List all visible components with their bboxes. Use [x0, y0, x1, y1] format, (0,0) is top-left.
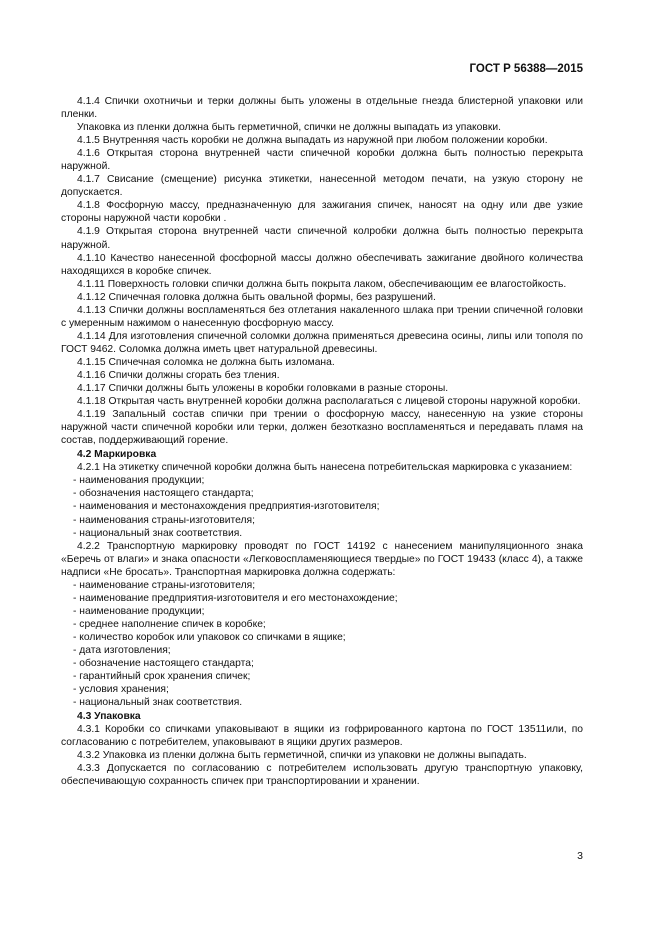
paragraph: 4.1.6 Открытая сторона внутренней части спичечной коробки должна быть полностью перекрыта наружной. — [61, 148, 583, 173]
paragraph: 4.1.5 Внутренняя часть коробки не должна выпадать из наружной при любом положении коробки. — [77, 135, 548, 147]
paragraph: 4.3.1 Коробки со спичками упаковывают в ящики из гофрированного картона по ГОСТ 13511или, по согласованию с потребителем, упаковывают в ящики других размеров. — [61, 724, 583, 749]
list-item: - наименование предприятия-изготовителя и его местонахождение; — [73, 592, 398, 604]
list-item: - гарантийный срок хранения спичек; — [73, 671, 251, 683]
paragraph: 4.1.18 Открытая часть внутренней коробки должна располагаться с лицевой стороны наружной коробки. — [77, 396, 581, 408]
list-item: - наименования и местонахождения предприятия-изготовителя; — [73, 501, 380, 513]
document-body — [61, 95, 583, 788]
list-item: - дата изготовления; — [73, 644, 171, 656]
paragraph: 4.1.13 Спички должны воспламеняться без отлетания накаленного шлака при трении спичечной головки с умеренным нажимом о нанесенную фосфорную массу. — [61, 304, 583, 329]
paragraph: 4.1.15 Спичечная соломка не должна быть изломана. — [77, 356, 335, 368]
paragraph: 4.1.4 Спички охотничьи и терки должны быть уложены в отдельные гнезда блистерной упаковки или пленки. — [61, 96, 583, 121]
paragraph: 4.1.14 Для изготовления спичечной соломки должна применяться древесина осины, липы или тополя по ГОСТ 9462. Соломка должна иметь цвет натуральной древесины. — [61, 330, 583, 355]
list-item: - наименования страны-изготовителя; — [73, 514, 255, 526]
list-item: - национальный знак соответствия. — [73, 697, 243, 709]
paragraph: 4.1.8 Фосфорную массу, предназначенную для зажигания спичек, наносят на одну или две узкие стороны наружной части коробки . — [61, 200, 583, 225]
paragraph: 4.1.10 Качество нанесенной фосфорной массы должно обеспечивать зажигание двойного количества находящихся в коробке спичек. — [61, 252, 583, 277]
list-item: - условия хранения; — [73, 684, 169, 696]
paragraph: 4.3.2 Упаковка из пленки должна быть герметичной, спички из упаковки не должны выпадать. — [77, 750, 527, 762]
paragraph: Упаковка из пленки должна быть герметичной, спички не должны выпадать из упаковки. — [77, 122, 501, 134]
list-item: - обозначение настоящего стандарта; — [73, 658, 254, 670]
paragraph: 4.1.12 Спичечная головка должна быть овальной формы, без разрушений. — [77, 291, 436, 303]
paragraph: 4.3.3 Допускается по согласованию с потребителем использовать другую транспортную упаковку, обеспечивающую сохранность спичек при транспортировании и хранении. — [61, 763, 583, 788]
list-item: - наименование страны-изготовителя; — [73, 579, 256, 591]
paragraph: 4.2.2 Транспортную маркировку проводят по ГОСТ 14192 с нанесением манипуляционного знака «Беречь от влаги» и знака опасности «Легковоспламеняющиеся твердые» по ГОСТ 19433 (класс 4), а также надписи «Не бросать». Транспортная маркировка должна содержать: — [61, 540, 583, 578]
paragraph: 4.1.16 Спички должны сгорать без тления. — [77, 369, 280, 381]
page-number: 3 — [577, 850, 583, 862]
list-item: - обозначения настоящего стандарта; — [73, 488, 254, 500]
section-heading: 4.3 Упаковка — [77, 711, 141, 723]
paragraph: 4.1.17 Спички должны быть уложены в коробки головками в разные стороны. — [77, 383, 449, 395]
list-item: - среднее наполнение спичек в коробке; — [73, 618, 266, 630]
paragraph: 4.1.9 Открытая сторона внутренней части спичечной колробки должна быть полностью перекрыта наружной. — [61, 226, 583, 251]
list-item: - наименования продукции; — [73, 475, 205, 487]
document-header: ГОСТ Р 56388—2015 — [469, 63, 583, 75]
paragraph: 4.1.7 Свисание (смещение) рисунка этикетки, нанесенной методом печати, на узкую сторону не допускается. — [61, 174, 583, 199]
paragraph: 4.1.19 Запальный состав спички при трении о фосфорную массу, нанесенную на узкие стороны наружной части спичечной коробки или терки, должен безотказно воспламеняться и передавать пламя на состав, поддерживающий горение. — [61, 409, 583, 447]
list-item: - количество коробок или упаковок со спичками в ящике; — [73, 631, 346, 643]
list-item: - наименование продукции; — [73, 605, 205, 617]
paragraph: 4.1.11 Поверхность головки спички должна быть покрыта лаком, обеспечивающим ее влагостойкость. — [77, 278, 567, 290]
list-item: - национальный знак соответствия. — [73, 527, 243, 539]
section-heading: 4.2 Маркировка — [77, 449, 157, 461]
paragraph: 4.2.1 На этикетку спичечной коробки должна быть нанесена потребительская маркировка с указанием: — [77, 462, 573, 474]
